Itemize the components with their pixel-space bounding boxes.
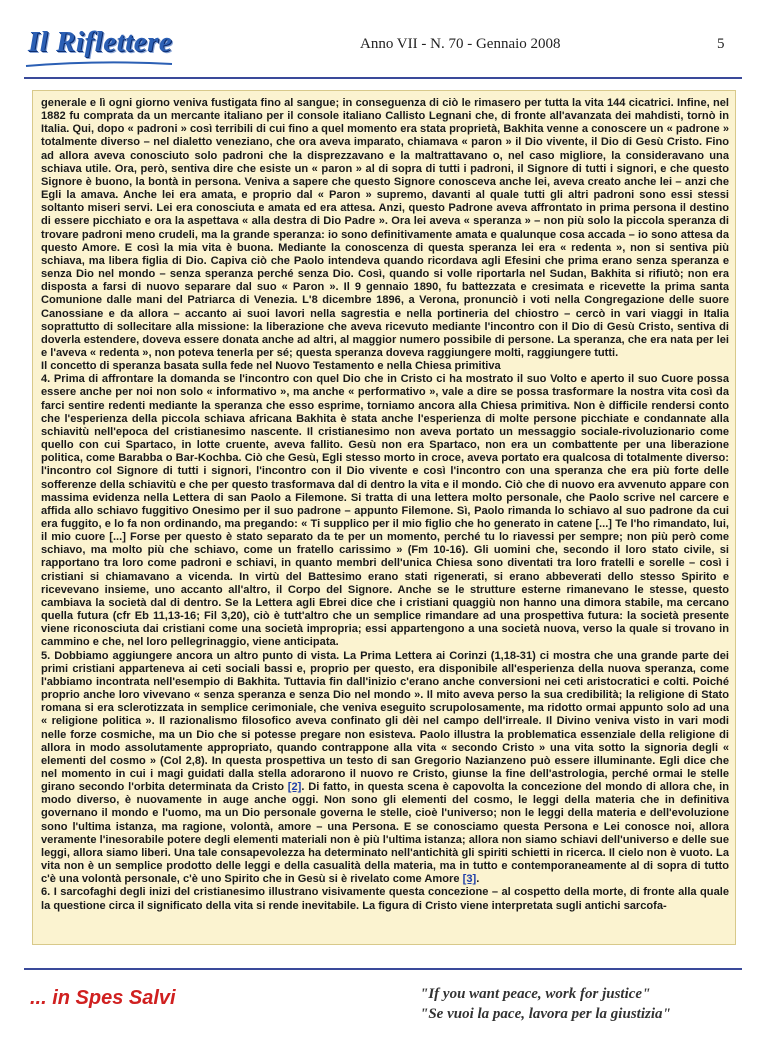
footnote-link-3[interactable]: [3] <box>462 873 477 886</box>
article-body <box>41 97 729 940</box>
magazine-logo: Il Riflettere <box>28 26 173 58</box>
paragraph-text: . <box>476 873 480 886</box>
footer-quote-english: "If you want peace, work for justice" <box>420 986 651 1002</box>
header-divider <box>24 77 742 79</box>
issue-info: Anno VII - N. 70 - Gennaio 2008 <box>360 36 561 52</box>
article-paragraph: 4. Prima di affrontare la domanda se l'incontro con quel Dio che in Cristo ci ha mostrato il suo Volto e aperto il suo Cuore possa essere anche per noi non solo « informativo », ma anche « performativo », vale a dire se possa trasformare la nostra vita così da farci sentire redenti mediante la speranza che esso esprime, torniamo ancora alla Chiesa primitiva. Non è difficile rendersi conto che l'esperienza della piccola schiava africana Bakhita è stata anche l'esperienza di molte persone picchiate e condannate alla schiavitù nell'epoca del cristianesimo nascente. Il cristianesimo non aveva portato un messaggio sociale-rivoluzionario come quello con cui Spartaco, in lotte cruente, aveva fallito. Gesù non era Spartaco, non era un combattente per una liberazione politica, come Barabba o Bar-Kochba. Ciò che Gesù, Egli stesso morto in croce, aveva portato era qualcosa di totalmente diverso: l'incontro col Signore di tutti i signori, l'incontro con il Dio vivente e così l'incontro con una speranza che era più forte delle sofferenze della schiavitù e che per questo trasformava dal di dentro la vita e il mondo. Ciò che di nuovo era avvenuto appare con massima evidenza nella Lettera di san Paolo a Filemone. Si tratta di una lettera molto personale, che Paolo scrive nel carcere e affida allo schiavo fuggitivo Onesimo per il suo padrone – appunto Filemone. Sì, Paolo rimanda lo schiavo al suo padrone da cui era fuggito, e lo fa non ordinando, ma pregando: « Ti supplico per il mio figlio che ho generato in catene [...] Te l'ho rimandato, lui, il mio cuore [...] Forse per questo è stato separato da te per un momento, perché tu lo riavessi per sempre; non più però come schiavo, ma molto più che schiavo, come un fratello carissimo » (Fm 10-16). Gli uomini che, secondo il loro stato civile, si rapportano tra loro come padroni e schiavi, in quanto membri dell'unica Chiesa sono diventati tra loro fratelli e sorelle – così i cristiani si chiamavano a vicenda. In virtù del Battesimo erano stati rigenerati, si erano abbeverati dello stesso Spirito e ricevevano insieme, uno accanto all'altro, il Corpo del Signore. Anche se le strutture esterne rimanevano le stesse, questo cambiava la società dal di dentro. Se la Lettera agli Ebrei dice che i cristiani quaggiù non hanno una dimora stabile, ma cercano quella futura (cfr Eb 11,13-16; Fil 3,20), ciò è tutt'altro che un semplice rimandare ad una prospettiva futura: la società presente viene riconosciuta dai cristiani come una società impropria; essi appartengono a una società nuova, verso la quale si trovano in cammino e che, nel loro pellegrinaggio, viene anticipata. <box>41 373 729 649</box>
footer-tagline: ... in Spes Salvi <box>30 987 176 1009</box>
footer-divider <box>24 968 742 970</box>
logo-swoosh-icon <box>24 60 174 68</box>
paragraph-text: 5. Dobbiamo aggiungere ancora un altro punto di vista. La Prima Lettera ai Corinzi (1,18-31) ci mostra che una grande parte dei primi cristiani apparteneva ai ceti sociali bassi e, proprio per questo, era disponibile all'esperienza della nuova speranza, come l'abbiamo incontrata nell'esempio di Bakhita. Tuttavia fin dall'inizio c'erano anche conversioni nei ceti aristocratici e colti. Poiché proprio anche loro vivevano « senza speranza e senza Dio nel mondo ». Il mito aveva perso la sua credibilità; la religione di Stato romana si era sclerotizzata in semplice cerimoniale, che veniva eseguito scrupolosamente, ma ridotto ormai appunto solo ad una « religione politica ». Il razionalismo filosofico aveva confinato gli dèi nel campo dell'irreale. Il Divino veniva visto in vari modi nelle forze cosmiche, ma un Dio che si potesse pregare non esisteva. Paolo illustra la problematica essenziale della religione di allora in modo assolutamente appropriato, quando contrappone alla vita « secondo Cristo » una vita sotto la signoria degli « elementi del cosmo » (Col 2,8). In questa prospettiva un testo di san Gregorio Nazianzeno può essere illuminante. Egli dice che nel momento in cui i magi guidati dalla stella adorarono il nuovo re Cristo, giunse la fine dell'astrologia, perché ormai le stelle girano secondo l'orbita determinata da Cristo <box>41 649 729 794</box>
article-paragraph <box>41 650 729 887</box>
article-paragraph: 6. I sarcofaghi degli inizi del cristianesimo illustrano visivamente questa concezione – al cospetto della morte, di fronte alla quale la questione circa il significato della vita si rende inevitabile. La figura di Cristo viene interpretata sugli antichi sarcofa- <box>41 886 729 912</box>
page-header <box>0 0 768 80</box>
footer-quote-italian: "Se vuoi la pace, lavora per la giustizia" <box>420 1006 671 1022</box>
footnote-link-2[interactable]: [2] <box>287 781 302 794</box>
section-heading: Il concetto di speranza basata sulla fede nel Nuovo Testamento e nella Chiesa primitiva <box>41 360 501 373</box>
article-paragraph: generale e lì ogni giorno veniva fustigata fino al sangue; in conseguenza di ciò le rimasero per tutta la vita 144 cicatrici. Infine, nel 1882 fu comprata da un mercante italiano per il console italiano Callisto Legnani che, di fronte all'avanzata dei mahdisti, tornò in Italia. Qui, dopo « padroni » così terribili di cui fino a quel momento era stata proprietà, Bakhita venne a conoscere un « padrone » totalmente diverso – nel dialetto veneziano, che ora aveva imparato, chiamava « paron » il Dio vivente, il Dio di Gesù Cristo. Fino ad allora aveva conosciuto solo padroni che la disprezzavano e la maltrattavano o, nel caso migliore, la consideravano una schiava utile. Ora, però, sentiva dire che esiste un « paron » al di sopra di tutti i padroni, il Signore di tutti i signori, e che questo Signore è buono, la bontà in persona. Veniva a sapere che questo Signore conosceva anche lei, aveva creato anche lei – anzi che Egli la amava. Anche lei era amata, e proprio dal « Paron » supremo, davanti al quale tutti gli altri padroni sono essi stessi soltanto miseri servi. Lei era conosciuta e amata ed era attesa. Anzi, questo Padrone aveva affrontato in prima persona il destino di essere picchiato e ora la aspettava « alla destra di Dio Padre ». Ora lei aveva « speranza » – non più solo la piccola speranza di trovare padroni meno crudeli, ma la grande speranza: io sono definitivamente amata e qualunque cosa accada – io sono attesa da questo Amore. E così la mia vita è buona. Mediante la conoscenza di questa speranza lei era « redenta », non si sentiva più schiava, ma libera figlia di Dio. Capiva ciò che Paolo intendeva quando ricordava agli Efesini che prima erano senza speranza e senza Dio nel mondo – senza speranza perché senza Dio. Così, quando si volle riportarla nel Sudan, Bakhita si rifiutò; non era disposta a farsi di nuovo separare dal suo « Paron ». Il 9 gennaio 1890, fu battezzata e cresimata e ricevette la prima santa Comunione dalle mani del Patriarca di Venezia. L'8 dicembre 1896, a Verona, pronunciò i voti nella Congregazione delle suore Canossiane e da allora – accanto ai suoi lavori nella sagrestia e nella portineria del chiostro – cercò in vari viaggi in Italia soprattutto di sollecitare alla missione: la liberazione che aveva ricevuto mediante l'incontro con il Dio di Gesù Cristo, sentiva di doverla estendere, doveva essere donata anche ad altri, al maggior numero possibile di persone. La speranza, che era nata per lei e l'aveva « redenta », non poteva tenerla per sé; questa speranza doveva raggiungere molti, raggiungere tutti. <box>41 97 729 359</box>
paragraph-text: . Di fatto, in questa scena è capovolta la concezione del mondo di allora che, in modo diverso, è nuovamente in auge anche oggi. Non sono gli elementi del cosmo, le leggi della materia che in definitiva governano il mondo e l'uomo, ma un Dio personale governa le stelle, cioè l'universo; non le leggi della materia e dell'evoluzione sono l'ultima istanza, ma ragione, volontà, amore – una Persona. E se conosciamo questa Persona e Lei conosce noi, allora veramente l'inesorabile potere degli elementi materiali non è più l'ultima istanza; allora non siamo schiavi dell'universo e delle sue leggi, allora siamo liberi. Una tale consapevolezza ha determinato nell'antichità gli spiriti schietti in ricerca. Il cielo non è vuoto. La vita non è un semplice prodotto delle leggi e della casualità della materia, ma in tutto e contemporaneamente al di sopra di tutto c'è una volontà personale, c'è uno Spirito che in Gesù si è rivelato come Amore <box>41 781 729 886</box>
page-number: 5 <box>717 36 725 52</box>
article-panel <box>32 90 736 945</box>
